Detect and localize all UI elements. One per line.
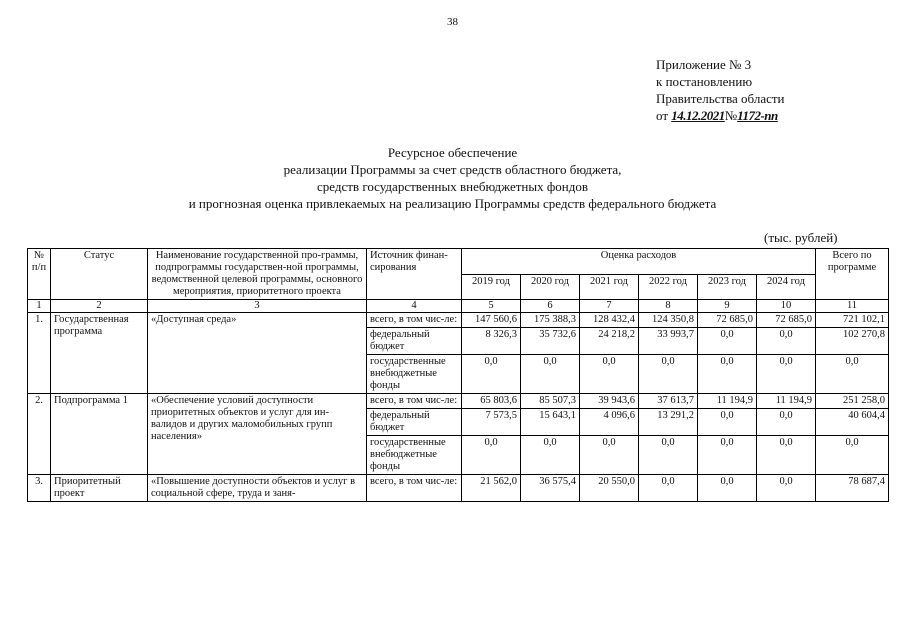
year-value: 0,0: [757, 328, 816, 355]
year-value: 0,0: [757, 409, 816, 436]
column-number: 4: [367, 300, 462, 313]
row-number: 2.: [28, 394, 51, 475]
year-value: 13 291,2: [639, 409, 698, 436]
year-value: 128 432,4: [580, 313, 639, 328]
header-year: 2019 год: [462, 274, 521, 300]
year-value: 72 685,0: [757, 313, 816, 328]
year-value: 124 350,8: [639, 313, 698, 328]
year-value: 0,0: [521, 355, 580, 394]
header-estimate: Оценка расходов: [462, 249, 816, 275]
year-value: 39 943,6: [580, 394, 639, 409]
row-status: Государственная программа: [51, 313, 148, 394]
column-number: 11: [816, 300, 889, 313]
year-value: 0,0: [639, 355, 698, 394]
column-number: 3: [148, 300, 367, 313]
row-name: «Повышение доступности объектов и услуг в социальной сфере, труда и заня-: [148, 475, 367, 502]
year-value: 147 560,6: [462, 313, 521, 328]
table-row: [28, 394, 889, 409]
header-year: 2021 год: [580, 274, 639, 300]
year-value: 36 575,4: [521, 475, 580, 502]
year-value: 0,0: [757, 436, 816, 475]
appendix-line-1: Приложение № 3: [656, 57, 752, 72]
table-row: [28, 313, 889, 328]
appendix-block: [656, 56, 785, 124]
year-value: 7 573,5: [462, 409, 521, 436]
year-value: 0,0: [698, 409, 757, 436]
year-value: 35 732,6: [521, 328, 580, 355]
year-value: 37 613,7: [639, 394, 698, 409]
header-status: Статус: [51, 249, 148, 300]
source-label: государственные внебюджетные фонды: [367, 355, 462, 394]
appendix-date-line: [656, 107, 785, 124]
title-line-4: и прогнозная оценка привлекаемых на реализацию Программы средств федерального бюджета: [188, 196, 717, 211]
year-value: 0,0: [698, 355, 757, 394]
page-number: 38: [447, 16, 458, 28]
column-number: 5: [462, 300, 521, 313]
total-value: 0,0: [816, 355, 889, 394]
column-number: 1: [28, 300, 51, 313]
year-value: 0,0: [521, 436, 580, 475]
row-number: 3.: [28, 475, 51, 502]
year-value: 0,0: [639, 475, 698, 502]
year-value: 0,0: [580, 436, 639, 475]
units-label: (тыс. рублей): [764, 230, 838, 245]
column-number: 2: [51, 300, 148, 313]
row-status: Приоритетный проект: [51, 475, 148, 502]
header-num: № п/п: [28, 249, 51, 300]
source-label: федеральный бюджет: [367, 409, 462, 436]
total-value: 0,0: [816, 436, 889, 475]
header-year: 2023 год: [698, 274, 757, 300]
total-value: 102 270,8: [816, 328, 889, 355]
title-line-2: реализации Программы за счет средств областного бюджета,: [283, 162, 622, 177]
document-title: [0, 144, 905, 212]
total-value: 251 258,0: [816, 394, 889, 409]
header-year: 2020 год: [521, 274, 580, 300]
column-number: 7: [580, 300, 639, 313]
row-status: Подпрограмма 1: [51, 394, 148, 475]
year-value: 85 507,3: [521, 394, 580, 409]
header-source: Источник финан-сирования: [367, 249, 462, 300]
year-value: 20 550,0: [580, 475, 639, 502]
title-line-1: Ресурсное обеспечение: [387, 145, 518, 160]
year-value: 24 218,2: [580, 328, 639, 355]
header-year: 2024 год: [757, 274, 816, 300]
header-row-1: [28, 249, 889, 275]
source-label: государственные внебюджетные фонды: [367, 436, 462, 475]
year-value: 33 993,7: [639, 328, 698, 355]
total-value: 721 102,1: [816, 313, 889, 328]
header-total: Всего по программе: [816, 249, 889, 300]
column-number: 6: [521, 300, 580, 313]
total-value: 40 604,4: [816, 409, 889, 436]
source-label: федеральный бюджет: [367, 328, 462, 355]
year-value: 0,0: [757, 355, 816, 394]
year-value: 0,0: [698, 436, 757, 475]
column-number: 10: [757, 300, 816, 313]
appendix-line-3: Правительства области: [656, 91, 785, 106]
row-number: 1.: [28, 313, 51, 394]
table-row: [28, 475, 889, 502]
column-numbers-row: [28, 300, 889, 313]
year-value: 11 194,9: [757, 394, 816, 409]
row-name: «Доступная среда»: [148, 313, 367, 394]
table-body: [28, 300, 889, 502]
number-sign: №: [724, 108, 738, 123]
appendix-prefix: от: [656, 108, 669, 123]
total-value: 78 687,4: [816, 475, 889, 502]
header-name: Наименование государственной про-граммы, подпрограммы государствен-ной программы, ведомственной целевой программы, основного мероприятия, приоритетного проекта: [148, 249, 367, 300]
year-value: 0,0: [757, 475, 816, 502]
year-value: 4 096,6: [580, 409, 639, 436]
handwritten-date: 14.12.2021: [671, 108, 725, 123]
column-number: 8: [639, 300, 698, 313]
handwritten-number: 1172-пп: [737, 108, 778, 123]
row-name: «Обеспечение условий доступности приоритетных объектов и услуг для ин-валидов и других маломобильных групп населения»: [148, 394, 367, 475]
year-value: 0,0: [462, 436, 521, 475]
year-value: 15 643,1: [521, 409, 580, 436]
year-value: 72 685,0: [698, 313, 757, 328]
year-value: 0,0: [462, 355, 521, 394]
year-value: 0,0: [580, 355, 639, 394]
resource-table: [27, 248, 889, 502]
title-line-3: средств государственных внебюджетных фондов: [317, 179, 588, 194]
source-label: всего, в том чис-ле:: [367, 313, 462, 328]
column-number: 9: [698, 300, 757, 313]
year-value: 11 194,9: [698, 394, 757, 409]
year-value: 65 803,6: [462, 394, 521, 409]
year-value: 8 326,3: [462, 328, 521, 355]
year-value: 0,0: [639, 436, 698, 475]
source-label: всего, в том чис-ле:: [367, 475, 462, 502]
year-value: 0,0: [698, 328, 757, 355]
year-value: 21 562,0: [462, 475, 521, 502]
header-year: 2022 год: [639, 274, 698, 300]
appendix-line-2: к постановлению: [656, 74, 753, 89]
source-label: всего, в том чис-ле:: [367, 394, 462, 409]
year-value: 0,0: [698, 475, 757, 502]
year-value: 175 388,3: [521, 313, 580, 328]
